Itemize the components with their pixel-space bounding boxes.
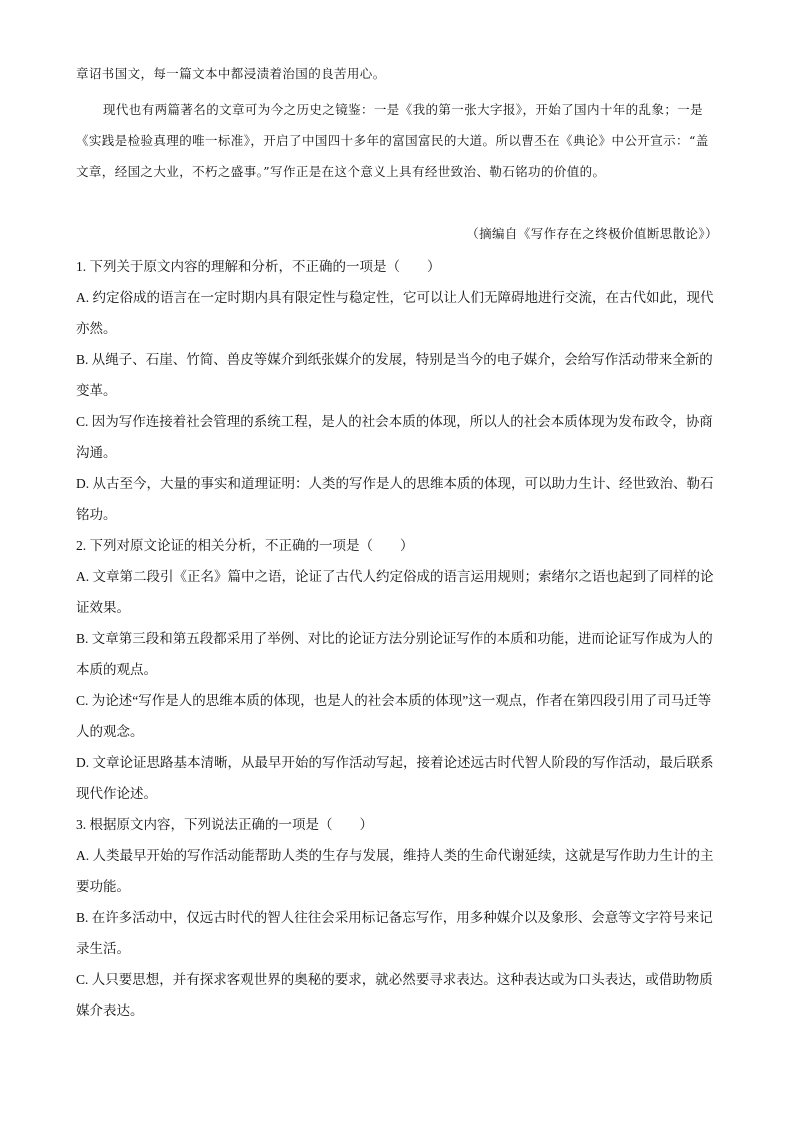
question-2-stem: 2. 下列对原文论证的相关分析，不正确的一项是（ ）: [76, 538, 414, 553]
passage-paragraph-modern: 现代也有两篇著名的文章可为今之历史之镜鉴：一是《我的第一张大字报》，开始了国内十年的乱象；一是《实践是检验真理的唯一标准》，开启了中国四十多年的富国富民的大道。所以曹丕在《典论》中公开宣示：“盖文章，经国之大业，不朽之盛事。”写作正是在这个意义上具有经世致治、勒石铭功的价值的。: [76, 102, 709, 179]
question-2-option-c: C. 为论述“写作是人的思维本质的体现，也是人的社会本质的体现”这一观点，作者在第四段引用了司马迁等人的观念。: [76, 693, 712, 739]
passage-paragraph-end: 章诏书国文，每一篇文本中都浸渍着治国的良苦用心。: [76, 66, 386, 81]
question-1-option-b: B. 从绳子、石崖、竹简、兽皮等媒介到纸张媒介的发展，特别是当今的电子媒介，会给写作活动带来全新的变革。: [76, 352, 713, 398]
question-3-option-b: B. 在许多活动中，仅远古时代的智人往往会采用标记备忘写作，用多种媒介以及象形、会意等文字符号来记录生活。: [76, 910, 713, 956]
question-1-stem: 1. 下列关于原文内容的理解和分析，不正确的一项是（ ）: [76, 259, 441, 274]
question-3-option-a: A. 人类最早开始的写作活动能帮助人类的生存与发展，维持人类的生命代谢延续，这就是写作助力生计的主要功能。: [76, 848, 714, 894]
question-2-option-d: D. 文章论证思路基本清晰，从最早开始的写作活动写起，接着论述远古时代智人阶段的写作活动，最后联系现代作论述。: [76, 755, 714, 801]
question-1-option-a: A. 约定俗成的语言在一定时期内具有限定性与稳定性，它可以让人们无障碍地进行交流，在古代如此，现代亦然。: [76, 290, 714, 336]
passage-source: （摘编自《写作存在之终极价值断思散论》）: [466, 226, 718, 241]
question-3-option-c: C. 人只要思想，并有探求客观世界的奥秘的要求，就必然要寻求表达。这种表达或为口头表达，或借助物质媒介表达。: [76, 972, 713, 1018]
question-1-option-c: C. 因为写作连接着社会管理的系统工程，是人的社会本质的体现，所以人的社会本质体现为发布政令，协商沟通。: [76, 414, 713, 460]
question-2-option-a: A. 文章第二段引《正名》篇中之语，论证了古代人约定俗成的语言运用规则；索绪尔之语也起到了同样的论证效果。: [76, 569, 714, 615]
question-2-option-b: B. 文章第三段和第五段都采用了举例、对比的论证方法分别论证写作的本质和功能，进而论证写作成为人的本质的观点。: [76, 631, 713, 677]
question-3-stem: 3. 根据原文内容，下列说法正确的一项是（ ）: [76, 817, 373, 832]
question-1-option-d: D. 从古至今，大量的事实和道理证明：人类的写作是人的思维本质的体现，可以助力生计、经世致治、勒石铭功。: [76, 476, 714, 522]
